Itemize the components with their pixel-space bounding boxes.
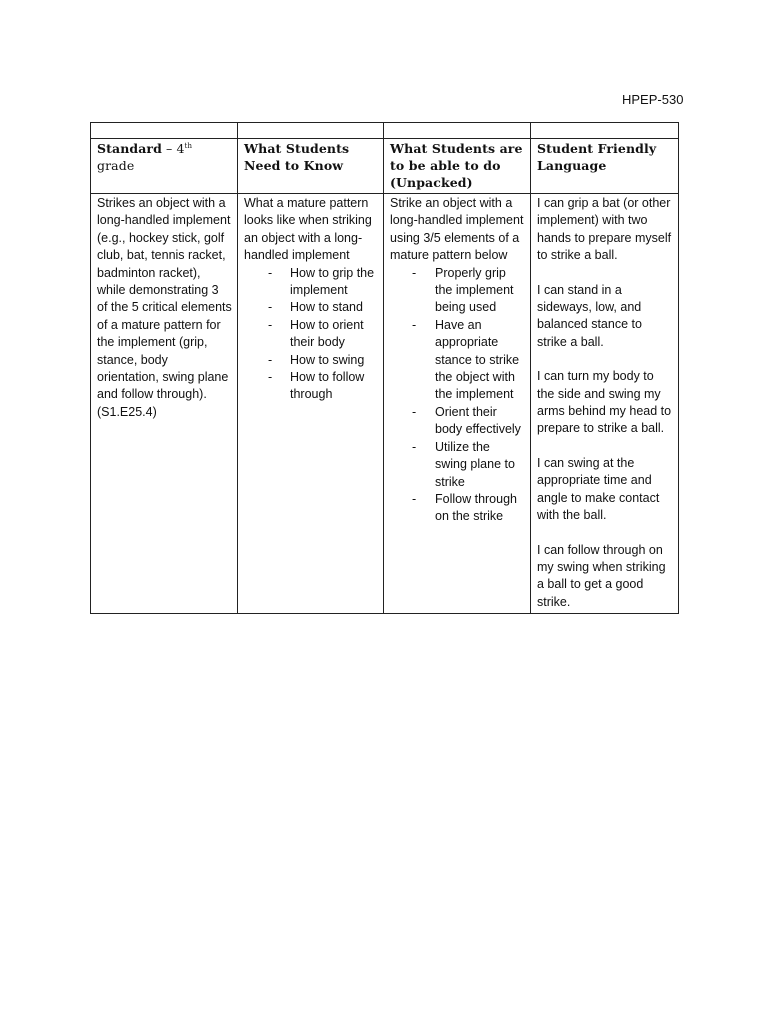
list-item: - Have an appropriate stance to strike the object with the implement xyxy=(412,317,520,402)
unpacked-intro: Strike an object with a long-handled implement using 3/5 elements of a mature pattern below xyxy=(390,196,524,263)
list-item: - Properly grip the implement being used xyxy=(412,265,514,315)
standard-cell: Strikes an object with a long-handled implement (e.g., hockey stick, golf club, bat, tennis racket, badminton racket), while demonstrating 3 of the 5 critical elements of a mature pattern for the implement (grip, stance, body orientation, swing plane and follow through). (S1.E25.4) xyxy=(91,194,238,614)
header-row xyxy=(91,139,679,194)
blank-row xyxy=(91,123,679,139)
list-item: - Follow through on the strike xyxy=(412,491,517,524)
content-row xyxy=(91,194,679,614)
blank-cell xyxy=(91,123,238,139)
header-standard-label: Standard xyxy=(97,141,162,156)
unpacked-cell xyxy=(384,194,531,614)
know-list xyxy=(244,265,378,404)
list-item: - How to swing xyxy=(268,352,365,367)
header-friendly: Student Friendly Language xyxy=(531,139,679,194)
know-intro: What a mature pattern looks like when striking an object with a long-handled implement xyxy=(244,196,372,263)
friendly-paragraph: I can swing at the appropriate time and angle to make contact with the ball. xyxy=(537,455,660,523)
unpacked-list xyxy=(390,265,525,526)
friendly-paragraph: I can stand in a sideways, low, and balanced stance to strike a ball. xyxy=(537,282,642,349)
friendly-paragraph: I can follow through on my swing when striking a ball to get a good strike. xyxy=(537,542,666,609)
list-item: - Orient their body effectively xyxy=(412,404,521,437)
header-standard xyxy=(91,139,238,194)
list-item: - Utilize the swing plane to strike xyxy=(412,439,515,489)
blank-cell xyxy=(238,123,384,139)
header-standard-grade: grade xyxy=(97,158,135,173)
header-know: What Students Need to Know xyxy=(238,139,384,194)
blank-cell xyxy=(531,123,679,139)
friendly-paragraph: I can turn my body to the side and swing my arms behind my head to prepare to strike a ball. xyxy=(537,369,672,436)
standards-table xyxy=(90,122,679,614)
list-item: - How to follow through xyxy=(268,370,365,402)
course-code: HPEP-530 xyxy=(622,92,684,107)
list-item: - How to grip the implement xyxy=(268,265,375,298)
header-standard-sup: th xyxy=(184,142,193,150)
blank-cell xyxy=(384,123,531,139)
list-item: - How to orient their body xyxy=(268,317,364,350)
list-item: - How to stand xyxy=(268,300,363,315)
friendly-cell xyxy=(531,194,679,614)
know-cell xyxy=(238,194,384,614)
header-standard-dash: – 4 xyxy=(161,141,185,156)
friendly-paragraph: I can grip a bat (or other implement) with two hands to prepare myself to strike a ball. xyxy=(537,196,672,263)
header-unpacked: What Students are to be able to do (Unpacked) xyxy=(384,139,531,194)
